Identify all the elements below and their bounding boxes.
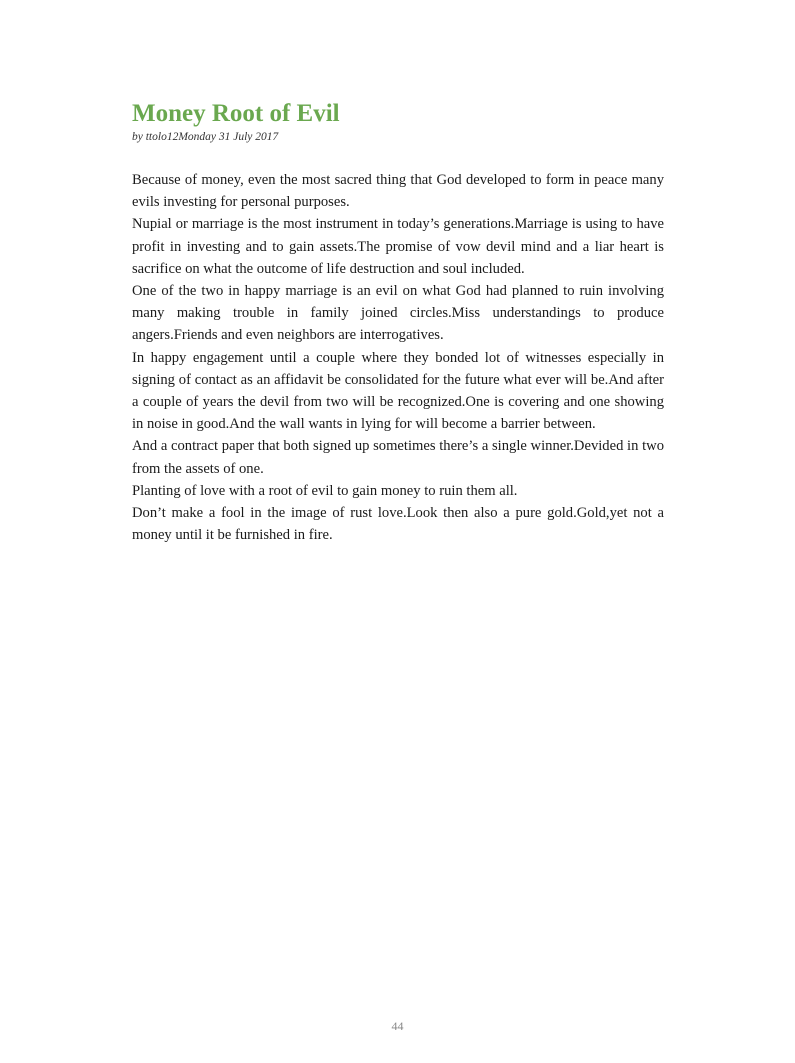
paragraph: In happy engagement until a couple where they bonded lot of witnesses especially in signing of contact as an affidavit be consolidated for the future what ever will be.And after a couple of years the devil from two will be recognized.One is covering and one showing in noise in good.And the wall wants in lying for will become a barrier between.: [132, 349, 664, 433]
article-byline: by ttolo12Monday 31 July 2017: [132, 131, 279, 143]
page-number: 44: [391, 1019, 404, 1033]
paragraph: One of the two in happy marriage is an evil on what God had planned to ruin involving many making trouble in family joined circles.Miss understandings to produce angers.Friends and even neighbors are interrogatives.: [132, 283, 664, 344]
paragraph: Nupial or marriage is the most instrument in today’s generations.Marriage is using to have profit in investing and to gain assets.The promise of vow devil mind and a liar heart is sacrifice on what the outcome of life destruction and soul included.: [132, 216, 664, 277]
article-body: [132, 169, 664, 546]
paragraph: Don’t make a fool in the image of rust love.Look then also a pure gold.Gold,yet not a money until it be furnished in fire.: [132, 505, 664, 544]
article-title: Money Root of Evil: [132, 100, 340, 127]
paragraph: Because of money, even the most sacred thing that God developed to form in peace many evils investing for personal purposes.: [132, 172, 664, 211]
article: [132, 98, 664, 546]
paragraph: Planting of love with a root of evil to gain money to ruin them all.: [132, 482, 518, 499]
paragraph: And a contract paper that both signed up sometimes there’s a single winner.Devided in two from the assets of one.: [132, 438, 664, 477]
